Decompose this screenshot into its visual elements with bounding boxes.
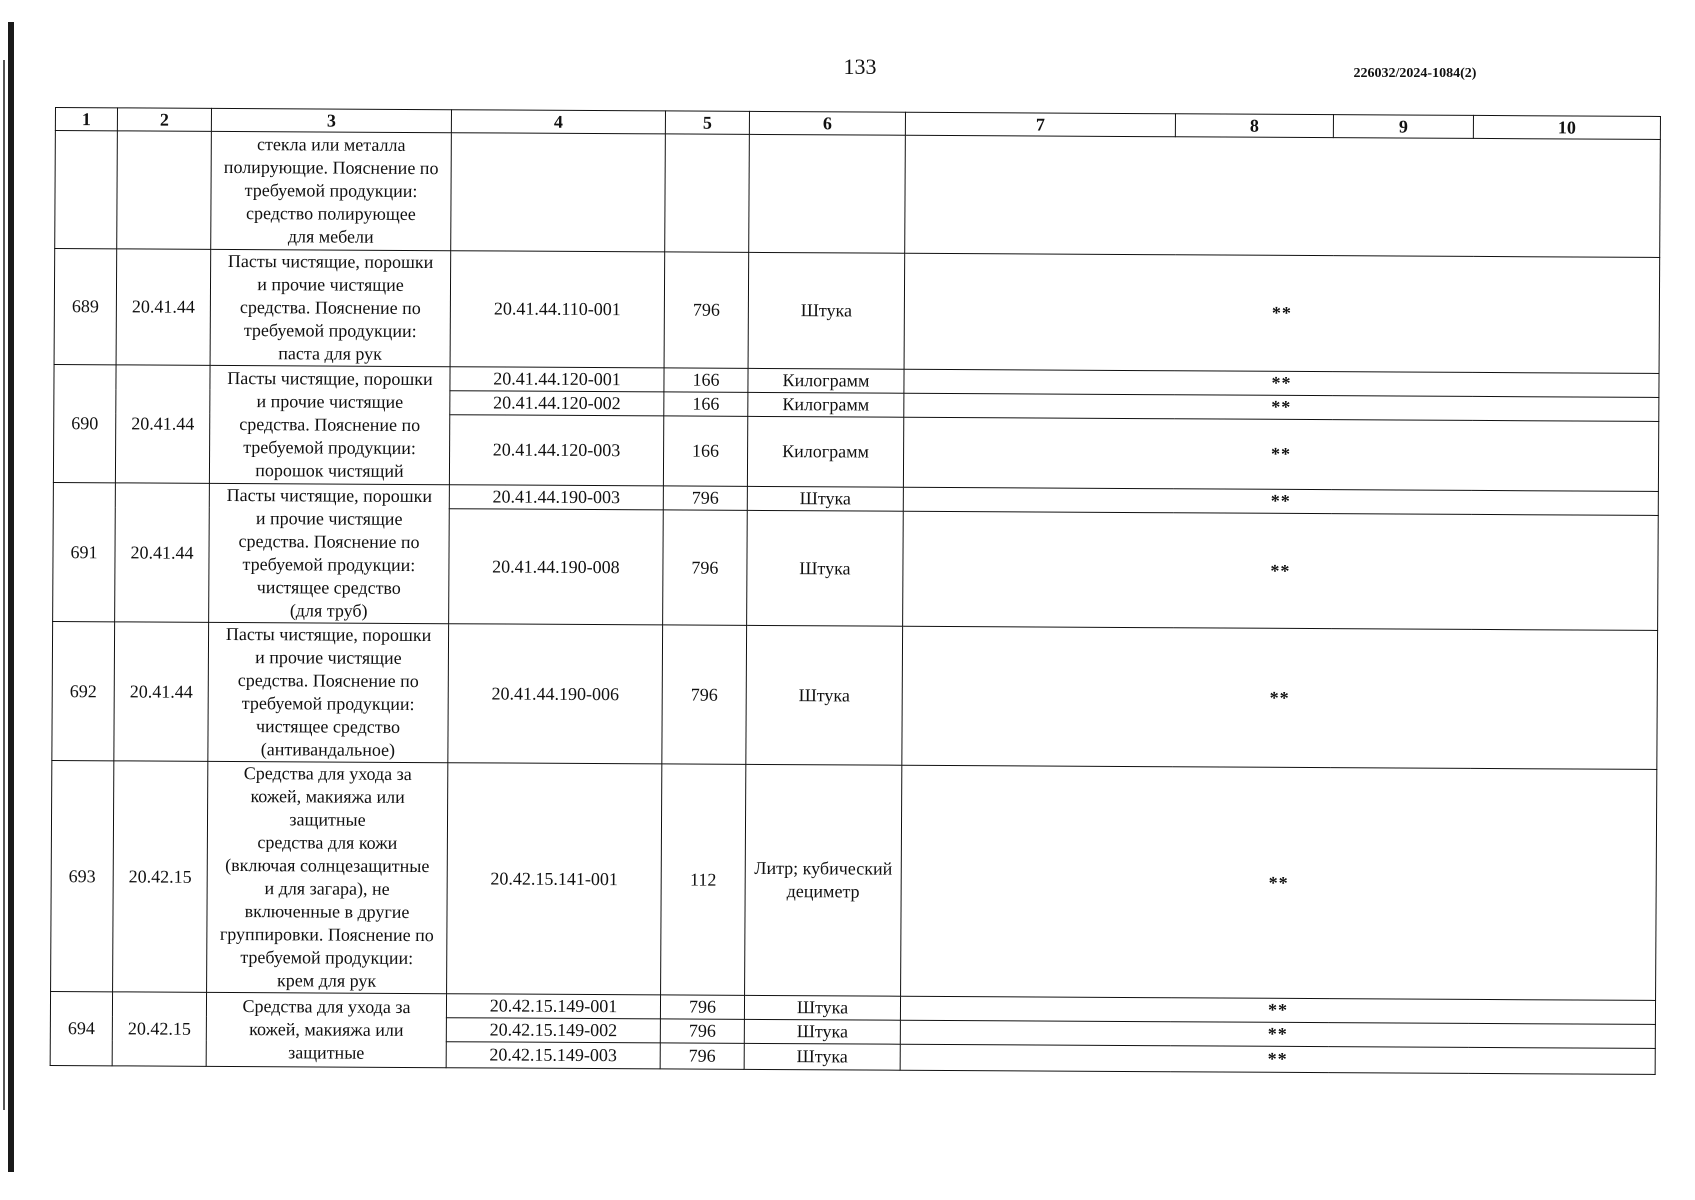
mark-cell: ** [900, 1044, 1655, 1074]
unit-name: Штука [744, 1019, 900, 1044]
mark-cell: ** [903, 417, 1658, 491]
desc-line: требуемой продукции: [241, 693, 415, 715]
continuation-row [55, 131, 1661, 258]
unit-code: 112 [661, 764, 746, 995]
desc-line: для мебели [287, 226, 374, 247]
mark-cell: ** [900, 996, 1655, 1024]
okpd-code: 20.41.44 [116, 249, 211, 366]
desc-line: и прочие чистящие [257, 274, 404, 295]
unit-code: 796 [660, 995, 744, 1019]
desc-line: полирующие. Пояснение по [223, 156, 439, 179]
product-description [207, 761, 448, 993]
desc-line: требуемой продукции: [242, 554, 416, 576]
table-wrapper [50, 107, 1660, 1075]
desc-line: средство полирующее [245, 203, 416, 225]
scan-edge-dark [8, 22, 14, 1172]
okpd-code: 20.42.15 [113, 761, 208, 993]
col-header-1: 1 [55, 108, 117, 131]
ktru-code: 20.41.44.120-003 [449, 415, 663, 486]
table-row [54, 249, 1660, 374]
row-number: 694 [50, 991, 112, 1065]
continuation-code-cell [451, 133, 666, 252]
desc-line: и прочие чистящие [255, 508, 403, 529]
product-description [206, 992, 446, 1067]
desc-line: средства. Пояснение по [239, 297, 421, 319]
desc-line: Пасты чистящие, порошки [227, 367, 433, 390]
table-row [51, 760, 1657, 1000]
unit-name: Килограмм [747, 416, 903, 487]
page-number: 133 [843, 54, 877, 79]
unit-name: Штука [748, 252, 905, 369]
row-number: 689 [54, 249, 117, 365]
desc-line: средства. Пояснение по [238, 531, 420, 553]
continuation-description [211, 131, 452, 250]
ktru-code: 20.41.44.110-001 [450, 251, 665, 368]
col-header-9: 9 [1333, 115, 1473, 139]
desc-line: Пасты чистящие, порошки [227, 250, 434, 273]
desc-line: (для труб) [289, 600, 368, 621]
ktru-code: 20.42.15.149-002 [446, 1018, 660, 1043]
col-header-2: 2 [117, 108, 211, 132]
desc-line: Пасты чистящие, порошки [225, 623, 432, 646]
mark-cell: ** [902, 626, 1658, 769]
product-description [209, 365, 450, 484]
unit-name: Штука [747, 486, 903, 511]
okpd-code: 20.41.44 [114, 622, 209, 762]
desc-line: включенные в другие [244, 901, 410, 922]
desc-line: требуемой продукции: [244, 180, 418, 202]
desc-line: паста для рук [278, 343, 382, 364]
row-number: 693 [51, 760, 114, 991]
row-number: 691 [53, 482, 116, 621]
desc-line: требуемой продукции: [243, 320, 417, 342]
unit-code: 796 [660, 1019, 744, 1043]
ktru-code: 20.41.44.120-001 [450, 367, 664, 392]
table-row [52, 621, 1658, 769]
okpd-code: 20.41.44 [115, 483, 210, 623]
col-header-6: 6 [749, 111, 905, 135]
unit-code: 166 [664, 368, 748, 392]
okpd-code: 20.41.44 [115, 365, 210, 484]
desc-line: Пасты чистящие, порошки [226, 484, 433, 507]
unit-name: Штука [746, 625, 903, 765]
unit-code: 796 [663, 486, 747, 511]
desc-line: (антивандальное) [260, 739, 396, 760]
unit-code: 796 [662, 625, 747, 764]
product-description [209, 483, 450, 623]
product-description [208, 622, 449, 762]
desc-line: порошок чистящий [255, 460, 404, 481]
desc-line: Средства для ухода за [243, 763, 412, 785]
mark-cell: ** [900, 1020, 1655, 1048]
row-number: 692 [52, 621, 115, 760]
desc-line: кожей, макияжа или [250, 786, 405, 807]
continuation-num-cell [55, 131, 118, 249]
ktru-code: 20.42.15.141-001 [447, 763, 662, 995]
mark-cell: ** [904, 253, 1660, 373]
mark-cell: ** [901, 765, 1657, 1000]
desc-line: стекла или металла [257, 134, 406, 155]
unit-code: 796 [660, 1043, 744, 1069]
unit-code: 796 [664, 252, 749, 368]
mark-cell: ** [904, 369, 1659, 397]
product-description [210, 249, 451, 366]
mark-cell: ** [903, 487, 1658, 515]
row-number: 690 [53, 364, 116, 482]
table-body [50, 131, 1660, 1075]
desc-line: требуемой продукции: [240, 947, 414, 969]
unit-code: 166 [664, 392, 748, 416]
products-table [50, 107, 1661, 1075]
desc-line: средства. Пояснение по [237, 670, 419, 692]
ktru-code: 20.41.44.190-003 [449, 485, 663, 510]
desc-line: группировки. Пояснение по [219, 923, 434, 946]
mark-cell: ** [904, 393, 1659, 421]
unit-name: Штука [744, 1043, 900, 1070]
col-header-3: 3 [211, 108, 451, 132]
continuation-okpd-cell [117, 131, 212, 250]
desc-line: и прочие чистящие [255, 647, 402, 668]
ktru-code: 20.42.15.149-003 [446, 1042, 660, 1069]
desc-line: крем для рук [277, 970, 377, 991]
desc-line: средства для кожи [257, 832, 398, 853]
col-header-7: 7 [905, 112, 1175, 137]
desc-line: (включая солнцезащитные [225, 854, 430, 877]
col-header-8: 8 [1175, 114, 1333, 138]
desc-line: и для загара), не [264, 878, 390, 899]
unit-name: Штука [744, 995, 900, 1020]
continuation-mark-cell [905, 135, 1661, 257]
desc-line: требуемой продукции: [243, 437, 417, 459]
scan-edge-thin [3, 60, 5, 1110]
desc-line: и прочие чистящие [256, 391, 404, 412]
unit-name: Килограмм [748, 368, 904, 393]
ktru-code: 20.41.44.190-008 [449, 509, 664, 625]
col-header-5: 5 [665, 111, 749, 134]
unit-name: Килограмм [748, 392, 904, 417]
unit-code: 796 [663, 510, 748, 625]
continuation-unit-cell [749, 134, 906, 253]
col-header-10: 10 [1473, 115, 1660, 139]
ktru-code: 20.41.44.190-006 [448, 624, 663, 764]
document-id: 226032/2024-1084(2) [1353, 66, 1477, 81]
okpd-code: 20.42.15 [112, 992, 206, 1067]
col-header-4: 4 [451, 110, 665, 134]
desc-line: чистящее средство [256, 577, 401, 598]
unit-name: Литр; кубический дециметр [745, 764, 902, 996]
ktru-code: 20.42.15.149-001 [446, 994, 660, 1019]
desc-line: защитные [289, 809, 366, 830]
desc-line: защитные [288, 1042, 365, 1063]
desc-line: чистящее средство [255, 716, 401, 737]
unit-code: 166 [663, 416, 747, 486]
desc-line: кожей, макияжа или [249, 1019, 404, 1040]
desc-line: средства. Пояснение по [239, 414, 421, 436]
desc-line: Средства для ухода за [242, 996, 411, 1017]
ktru-code: 20.41.44.120-002 [450, 391, 664, 416]
continuation-unit-code-cell [665, 134, 750, 252]
mark-cell: ** [903, 511, 1659, 630]
unit-name: Штука [747, 511, 904, 627]
